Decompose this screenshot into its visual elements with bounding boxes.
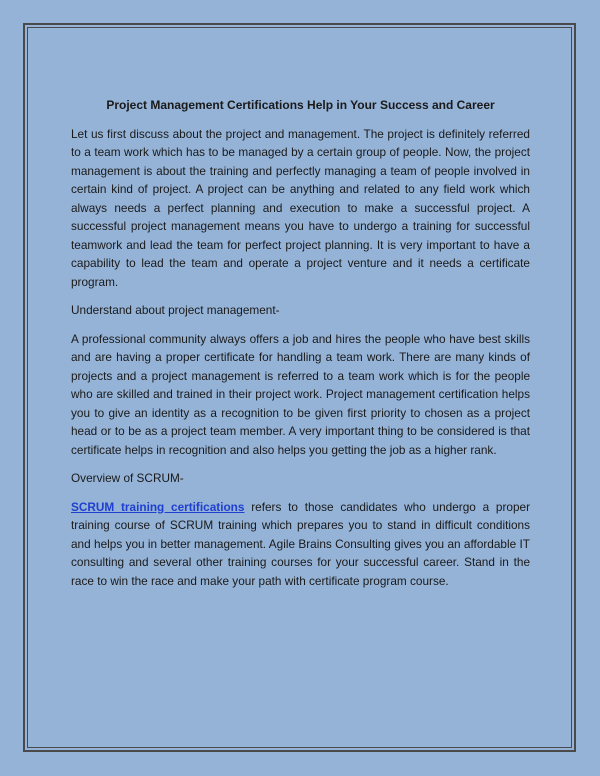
scrum-certifications-link[interactable]: SCRUM training certifications (71, 499, 245, 514)
paragraph-intro: Let us first discuss about the project and management. The project is definitely referred to a team work which has to be managed by a certain group of people. Now, the project management is about the training and perfectly managing a team of people involved in certain kind of project. A project can be anything and related to any field work which always needs a perfect planning and execution to make a successful project. A successful project management means you have to undergo a training for successful teamwork and lead the team for perfect project planning. It is very important to have a capability to lead the team and operate a project venture and it needs a certificate program. (71, 126, 530, 289)
paragraph-scrum-text: refers to those candidates who undergo a proper training course of SCRUM training which prepares you to stand in difficult conditions and helps you in better management. Agile Brains Consulting gives you an affordable IT consulting and several other training courses for your successful career. Stand in the race to win the race and make your path with certificate program course. (71, 499, 530, 588)
paragraph-scrum (71, 498, 530, 591)
document-title: Project Management Certifications Help in Your Success and Career (106, 98, 495, 112)
document-body (71, 96, 530, 600)
paragraph-project-management: A professional community always offers a job and hires the people who have best skills and are having a proper certificate for handling a team work. There are many kinds of projects and a project management is referred to a team work which is for the people who are skilled and trained in their project work. Project management certification helps you to give an identity as a recognition to be given first priority to chosen as a project head or to be as a project team member. A very important thing to be considered is that certificate helps in recognition and also helps you getting the job as a higher rank. (71, 331, 530, 457)
section-heading-scrum: Overview of SCRUM- (71, 471, 184, 485)
section-heading-project-management: Understand about project management- (71, 303, 280, 317)
